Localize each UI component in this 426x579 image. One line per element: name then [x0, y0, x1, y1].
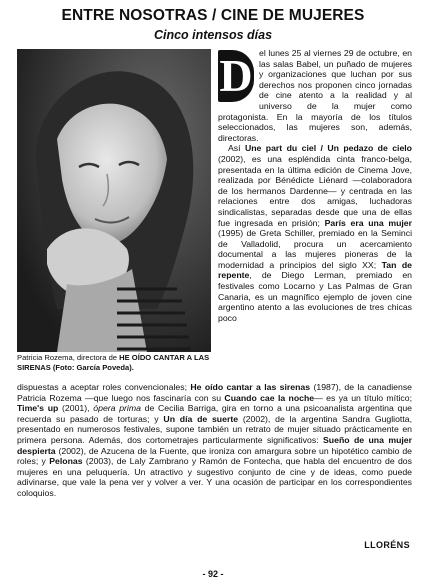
page-number: - 92 - [202, 569, 224, 579]
text-run: (2002), de Azucena de la Fuente, que ironiza con amargura sobre un hipotético cambio de roles; y [17, 445, 412, 467]
text-run: (2001), [58, 403, 94, 414]
caption-credit: (Foto: García Poveda). [50, 362, 134, 372]
text-run: — es ya un título mítico; [314, 392, 413, 403]
text-run: (1995) de Greta Schiller, premiado en la Seminci de Valladolid, procura un acercamiento documental a las mujeres pioneras de la modernidad a principios del siglo XX; [218, 228, 412, 270]
film-title: Time's up [17, 403, 59, 414]
text-run: (2002), de la argentina Sandra Gugliotta, presentado en numerosos festivales, supone también un retrato de mujer situado prácticamente en primera persona. Además, dos cortometrajes particularmente significativos: [17, 413, 413, 445]
caption-film: HE OÍDO CANTAR A LAS SIRENAS [17, 353, 210, 372]
text-run: de Cecilia Barriga, gira en torno a una psicoanalista argentina que recuerda su pasado de torturas; y [17, 403, 413, 424]
italic-term: ópera prima [93, 403, 141, 414]
article-column-right [218, 48, 412, 323]
film-title: Sueño de una mujer despierta [17, 434, 412, 456]
text-run: , de Diego Lerman, premiado en festivales como Locarno y Las Palmas de Gran Canaria, es un magnífico ejemplo de joven cine argentino atento a las evoluciones de tres chicas poco [218, 270, 412, 323]
article-fullwidth [17, 382, 412, 499]
author-signature: LLORÉNS [364, 540, 410, 550]
paragraph-films [218, 143, 412, 323]
portrait-photo [17, 49, 211, 352]
paragraph-intro: el lunes 25 al viernes 29 de octubre, en las salas Babel, un puñado de mujeres y organizaciones que luchan por sus derechos nos proponen cinco jornadas de cine atento a la realidad y al universo de la mujer como protagonista. En la mayoría de los títulos seleccionados, las mujeres son, además, directoras. [218, 48, 412, 143]
text-run: dispuestas a aceptar roles convencionales; [17, 382, 191, 392]
article-subtitle: Cinco intensos días [153, 28, 273, 42]
page-number-value: 92 [207, 569, 218, 579]
text-run: (1987), de la canadiense Patricia Rozema —que luego nos fascinaría con su [17, 382, 412, 403]
dropcap: D [219, 50, 253, 101]
film-title: Cuando cae la noche [224, 392, 315, 403]
film-title: Pelonas [49, 456, 83, 467]
text-run: (2003), de Laly Zambrano y Ramón de Fontecha, que habla del encuentro de dos mujeres en una peluquería. Un atractivo y sugestivo conjunto de cine y de ideas, como puede adivinarse, que vale la pena ver y volver a ver. Y una ocasión de participar en los correspondientes coloquios. [17, 456, 412, 498]
caption-lead: Patricia Rozema, directora de [17, 353, 120, 362]
film-title: He oído cantar a las sirenas [190, 382, 311, 392]
portrait-illustration [17, 49, 211, 352]
film-title: Une part du ciel / Un pedazo de cielo [244, 143, 412, 154]
article-title: ENTRE NOSOTRAS / CINE DE MUJERES [61, 7, 365, 24]
text-run: (2002), es una espléndida cinta franco-belga, presentada en la última edición de Cinema Jove, realizada por Bénédicte Liénard —colaboradora de los hermanos Dardenne— y centrada en las relaciones entre dos amigas, luchadoras sindicalistas, separadas desde que una de ellas fue ingresada en prisión; [218, 153, 412, 228]
film-title: Un día de suerte [163, 413, 239, 424]
paragraph-continuation [17, 382, 412, 499]
text-run: Así [228, 143, 245, 154]
photo-caption [17, 353, 213, 373]
film-title: París era una mujer [324, 217, 413, 228]
film-title: Tan de repente [218, 259, 413, 281]
